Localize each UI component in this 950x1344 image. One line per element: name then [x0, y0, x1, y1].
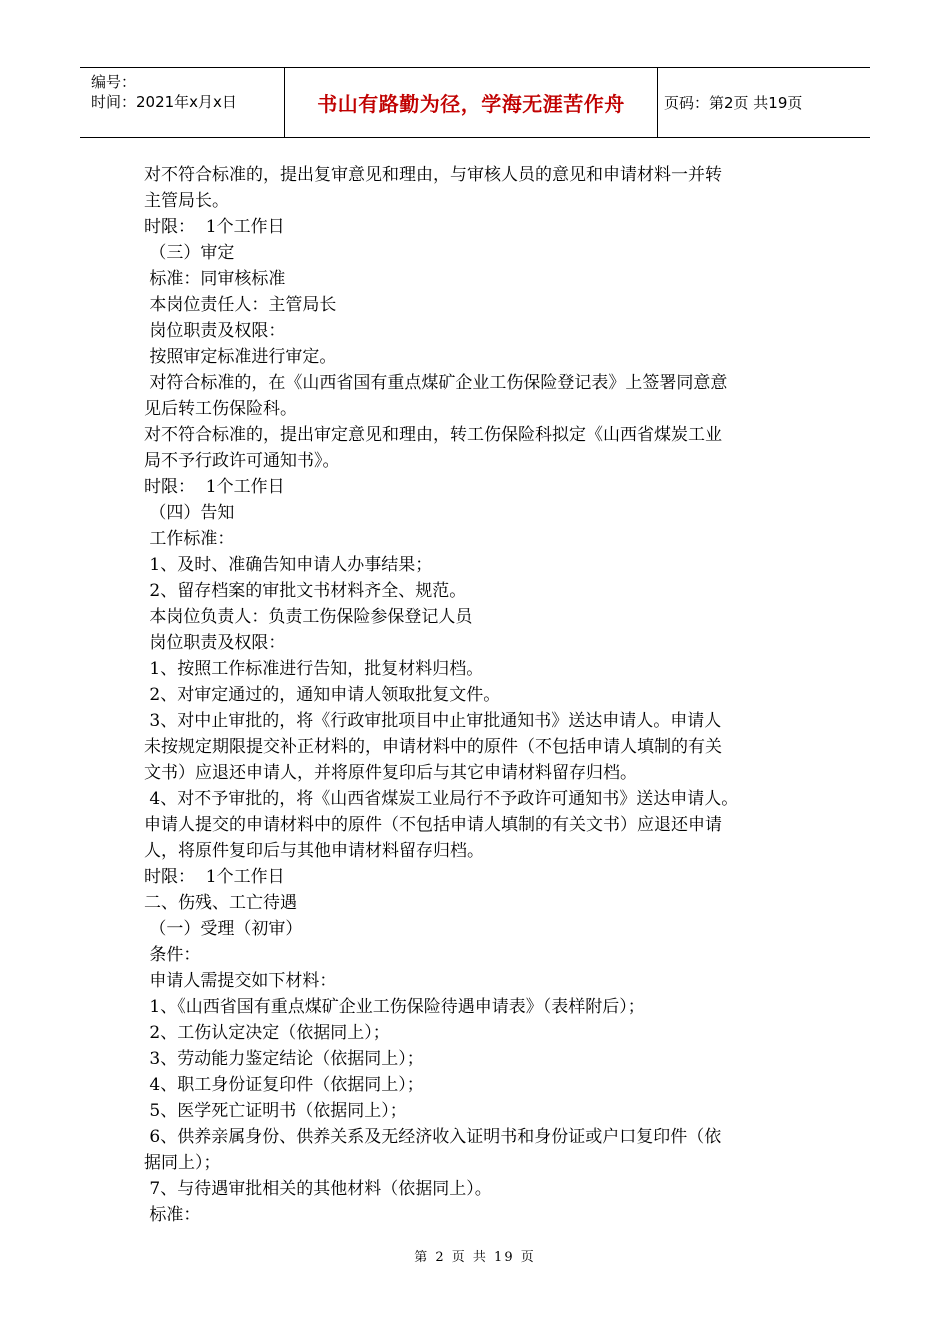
body-line: 本岗位责任人：主管局长 — [144, 295, 337, 315]
body-line: 申请人需提交如下材料： — [144, 971, 337, 991]
body-line: 二、伤残、工亡待遇 — [144, 893, 297, 913]
body-line: 岗位职责及权限： — [144, 633, 286, 653]
body-line: 1、按照工作标准进行告知，批复材料归档。 — [144, 659, 484, 679]
body-line: 标准：同审核标准 — [144, 269, 286, 289]
body-line: （四）告知 — [144, 503, 235, 523]
body-line: （一）受理（初审） — [144, 919, 303, 939]
body-line: 4、对不予审批的，将《山西省煤炭工业局行不予政许可通知书》送达申请人。 — [144, 789, 739, 809]
body-line: 4、职工身份证复印件（依据同上）； — [144, 1075, 424, 1095]
body-line: 对不符合标准的，提出复审意见和理由，与审核人员的意见和申请材料一并转 — [144, 165, 722, 185]
body-line: 5、医学死亡证明书（依据同上）； — [144, 1101, 407, 1121]
document-body — [144, 162, 834, 1228]
header-page-number: 页码：第2页 共19页 — [664, 94, 803, 112]
body-line: 按照审定标准进行审定。 — [144, 347, 337, 367]
page-footer: 第 2 页 共 19 页 — [414, 1250, 536, 1265]
body-line: 2、对审定通过的，通知申请人领取批复文件。 — [144, 685, 501, 705]
body-line: 7、与待遇审批相关的其他材料（依据同上）。 — [144, 1179, 492, 1199]
body-line: 3、对中止审批的，将《行政审批项目中止审批通知书》送达申请人。申请人 — [144, 711, 722, 731]
body-line: 时限： 1个工作日 — [144, 867, 285, 887]
body-line: （三）审定 — [144, 243, 235, 263]
body-line: 对不符合标准的，提出审定意见和理由，转工伤保险科拟定《山西省煤炭工业 — [144, 425, 722, 445]
body-line: 3、劳动能力鉴定结论（依据同上）； — [144, 1049, 424, 1069]
body-line: 文书）应退还申请人，并将原件复印后与其它申请材料留存归档。 — [144, 763, 637, 783]
document-number-label: 编号： — [91, 73, 137, 91]
body-line: 时限： 1个工作日 — [144, 217, 285, 237]
body-line: 6、供养亲属身份、供养关系及无经济收入证明书和身份证或户口复印件（依 — [144, 1127, 722, 1147]
header-divider — [657, 68, 658, 137]
body-line: 时限： 1个工作日 — [144, 477, 285, 497]
body-line: 主管局长。 — [144, 191, 229, 211]
body-line: 岗位职责及权限： — [144, 321, 286, 341]
page-header — [80, 67, 870, 138]
document-time-label: 时间：2021年x月x日 — [91, 93, 237, 111]
header-meta — [91, 72, 281, 112]
header-motto: 书山有路勤为径，学海无涯苦作舟 — [317, 92, 625, 116]
body-line: 局不予行政许可通知书》。 — [144, 451, 340, 471]
body-line: 条件： — [144, 945, 201, 965]
body-line: 据同上）； — [144, 1153, 221, 1173]
body-line: 本岗位负责人：负责工伤保险参保登记人员 — [144, 607, 473, 627]
body-line: 2、工伤认定决定（依据同上）； — [144, 1023, 390, 1043]
body-line: 见后转工伤保险科。 — [144, 399, 297, 419]
body-line: 人，将原件复印后与其他申请材料留存归档。 — [144, 841, 484, 861]
body-line: 未按规定期限提交补正材料的，申请材料中的原件（不包括申请人填制的有关 — [144, 737, 722, 757]
body-line: 申请人提交的申请材料中的原件（不包括申请人填制的有关文书）应退还申请 — [144, 815, 722, 835]
body-line: 1、及时、准确告知申请人办事结果； — [144, 555, 433, 575]
body-line: 2、留存档案的审批文书材料齐全、规范。 — [144, 581, 467, 601]
body-line: 工作标准： — [144, 529, 235, 549]
body-line: 对符合标准的，在《山西省国有重点煤矿企业工伤保险登记表》上签署同意意 — [144, 373, 728, 393]
body-line: 1、《山西省国有重点煤矿企业工伤保险待遇申请表》（表样附后）； — [144, 997, 645, 1017]
body-line: 标准： — [144, 1205, 201, 1225]
